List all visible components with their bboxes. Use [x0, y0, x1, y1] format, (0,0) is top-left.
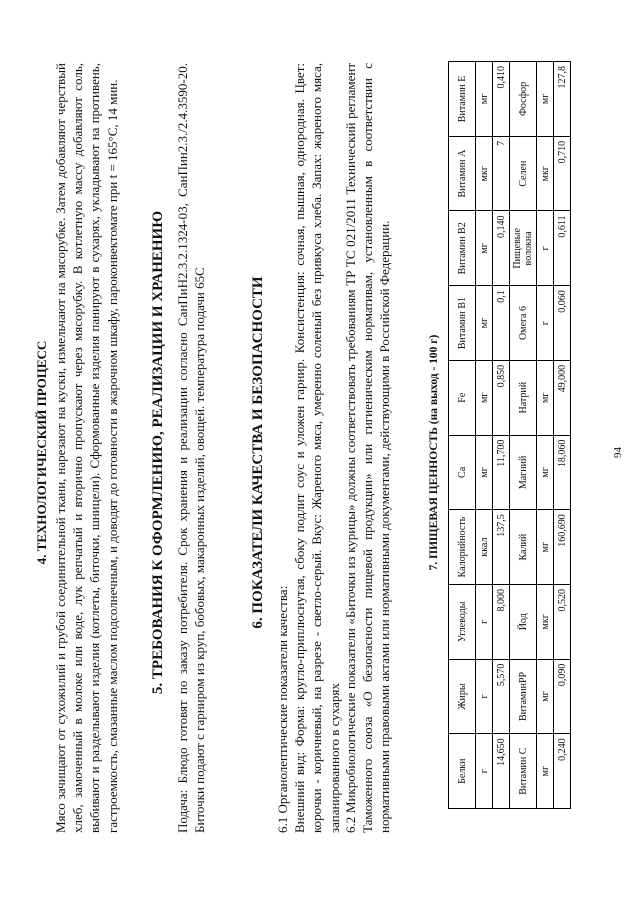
- nutrient-value: 7: [493, 136, 510, 211]
- nutrient-header: Витамин В1: [449, 286, 476, 361]
- nutrient-value: 0,611: [554, 211, 571, 286]
- nutrient-unit: г: [537, 286, 554, 361]
- nutrient-unit: г: [476, 584, 493, 659]
- nutrient-unit: мг: [537, 734, 554, 809]
- nutrient-value: 5,570: [493, 659, 510, 734]
- nutrient-header: Углеводы: [449, 584, 476, 659]
- nutrient-value: 14,650: [493, 734, 510, 809]
- nutrient-value: 11,700: [493, 435, 510, 510]
- nutrient-header: Витамин С: [510, 734, 537, 809]
- nutrient-unit: г: [476, 659, 493, 734]
- nutrient-value: 18,060: [554, 435, 571, 510]
- nutrient-unit: мг: [537, 360, 554, 435]
- nutrient-value: 0,1: [493, 286, 510, 361]
- nutrient-header: Белки: [449, 734, 476, 809]
- nutrient-unit: мг: [537, 659, 554, 734]
- nutrition-table: [448, 61, 571, 809]
- nutrient-unit: мг: [537, 435, 554, 510]
- section-5-text: Подача: Блюдо готовят по заказу потребителя. Срок хранения и реализации согласно СанПиН2.3.2.1324-03, СанПин2.3./2.4.3590-20. Биточки подают с гарниром из круп, бобовых, макаронных изделий, овощей. температура подачи 65С: [175, 63, 208, 833]
- nutrient-header: Калорийность: [449, 510, 476, 585]
- nutrient-value: 0,090: [554, 659, 571, 734]
- nutrient-unit: мг: [476, 62, 493, 137]
- page-number: 94: [612, 447, 624, 458]
- nutrient-header: Ca: [449, 435, 476, 510]
- nutrient-unit: мг: [537, 62, 554, 137]
- nutrient-unit: мг: [537, 510, 554, 585]
- nutrient-value: 0,710: [554, 136, 571, 211]
- nutrient-value: 0,520: [554, 584, 571, 659]
- nutrient-header: Витамин А: [449, 136, 476, 211]
- nutrient-value: 49,000: [554, 360, 571, 435]
- nutrition-header-row-1: [449, 62, 476, 809]
- nutrient-value: 160,690: [554, 510, 571, 585]
- nutrient-unit: мкг: [476, 136, 493, 211]
- nutrient-unit: мг: [476, 286, 493, 361]
- nutrient-header: Витамин В2: [449, 211, 476, 286]
- nutrient-value: 0,140: [493, 211, 510, 286]
- nutrient-unit: мг: [476, 211, 493, 286]
- nutrient-value: 127,8: [554, 62, 571, 137]
- nutrient-unit: мкг: [537, 584, 554, 659]
- section-7-heading: 7. ПИЩЕВАЯ ЦЕННОСТЬ (на выход - 100 г): [428, 334, 440, 571]
- nutrient-unit: г: [537, 211, 554, 286]
- section-6-2-text: 6.2 Микробиологические показатели «Биточки из курицы» должны соответствовать требованиям ТР ТС 021/2011 Технический регламент Таможенного союза «О безопасности пищевой продукции» или гигиеническим нормативам, установленным в соответствии с нормативными правовыми актами или нормативными документами, действующими в Российской Федерации.: [343, 63, 393, 833]
- nutrient-value: 8,000: [493, 584, 510, 659]
- nutrient-value: 0,240: [554, 734, 571, 809]
- nutrition-header-row-2: [510, 62, 537, 809]
- nutrition-values-row-2: [554, 62, 571, 809]
- nutrient-header: Омега 6: [510, 286, 537, 361]
- section-6-1-text: 6.1 Органолептические показатели качества: Внешний вид: Форма: кругло-приплюснутая, сбоку подлит соус и уложен гарнир. Консистенция: сочная, пышная, однородная. Цвет: корочки - коричневый, на разрезе - светло-серый. Вкус: Жареного мяса, умеренно соленый без привкуса хлеба. Запах: жареного мяса, запанированного в сухарях: [275, 63, 342, 833]
- nutrient-unit: мг: [476, 435, 493, 510]
- nutrient-value: 137,5: [493, 510, 510, 585]
- nutrient-unit: мкг: [537, 136, 554, 211]
- nutrient-header: Жиры: [449, 659, 476, 734]
- section-6-heading: 6. ПОКАЗАТЕЛИ КАЧЕСТВА И БЕЗОПАСНОСТИ: [250, 276, 266, 629]
- nutrient-unit: ккал: [476, 510, 493, 585]
- section-4-heading: 4. ТЕХНОЛОГИЧЕСКИЙ ПРОЦЕСС: [34, 340, 49, 565]
- section-5-heading: 5. ТРЕБОВАНИЯ К ОФОРМЛЕНИЮ, РЕАЛИЗАЦИИ И ХРАНЕНИЮ: [150, 210, 166, 695]
- nutrient-header: Витамин Е: [449, 62, 476, 137]
- nutrient-header: Натрий: [510, 360, 537, 435]
- nutrient-value: 0,850: [493, 360, 510, 435]
- nutrient-value: 0,060: [554, 286, 571, 361]
- nutrient-value: 0,410: [493, 62, 510, 137]
- nutrient-header: Пищевые волокна: [510, 211, 537, 286]
- nutrient-header: Калий: [510, 510, 537, 585]
- nutrient-header: ВитаминPP: [510, 659, 537, 734]
- nutrition-values-row-1: [493, 62, 510, 809]
- nutrient-header: Fe: [449, 360, 476, 435]
- nutrient-header: Фосфор: [510, 62, 537, 137]
- nutrient-header: Селен: [510, 136, 537, 211]
- nutrition-units-row-2: [537, 62, 554, 809]
- nutrient-unit: мг: [476, 360, 493, 435]
- nutrition-units-row-1: [476, 62, 493, 809]
- section-4-text: Мясо зачищают от сухожилий и грубой соединительной ткани, нарезают на куски, измельчают на мясорубке. Затем добавляют черствый хлеб, замоченный в молоке или воде, лук репчатый и вторично пропускают через мясорубку. В котлетную массу добавляют соль, выбивают и разделывают изделия (котлеты, биточки, шницели). Сформованные изделия панируют в сухарях, укладывают на противень, гастроемкость, смазанные маслом подсолнечным, и доводят до готовности в жарочном шкафу, пароконвектомате при t = 165°С, 14 мин.: [53, 63, 120, 833]
- nutrient-header: Магний: [510, 435, 537, 510]
- nutrient-unit: г: [476, 734, 493, 809]
- nutrient-header: Йод: [510, 584, 537, 659]
